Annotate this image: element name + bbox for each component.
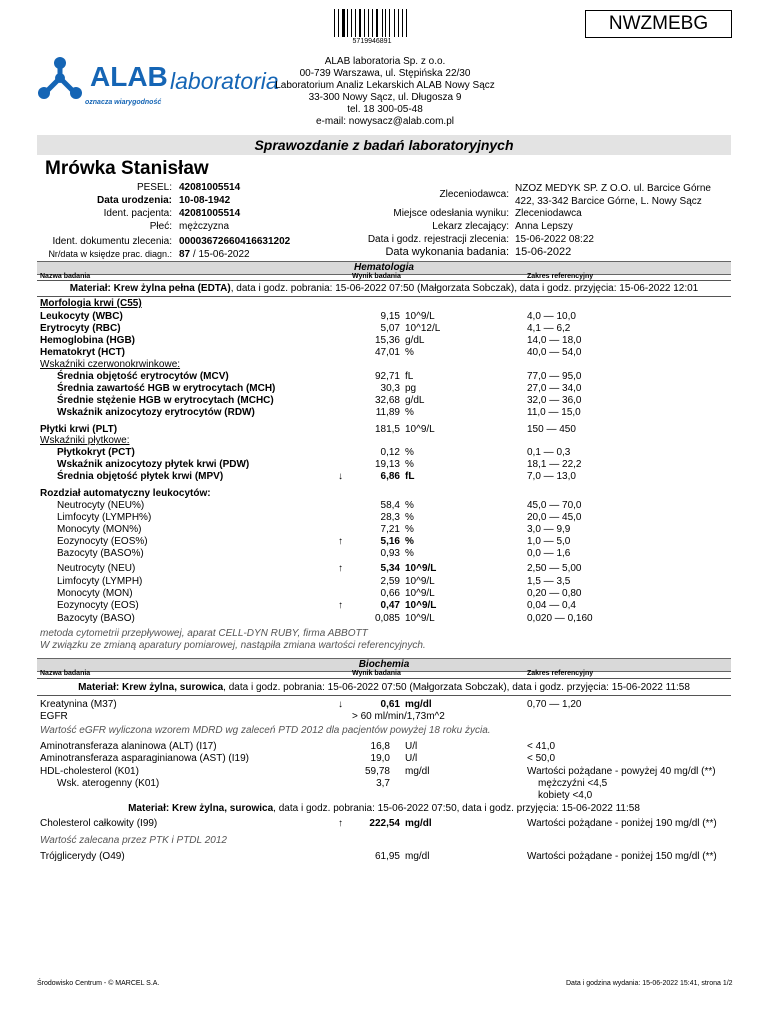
test-unit: mg/dl [405,851,430,862]
test-ref: 1,0 — 5,0 [527,536,571,547]
test-value: 5,34 [380,563,400,574]
material-bold: Materiał: Krew żylna, surowica [78,682,224,693]
test-value: 222,54 [369,818,400,829]
test-name: HDL-cholesterol (K01) [40,766,139,777]
table-row [0,766,768,778]
table-row [0,347,768,359]
test-ref: 0,0 — 1,6 [527,548,571,559]
test-name: Bazocyty (BASO%) [57,548,144,559]
table-row [0,524,768,536]
exam-date-value: 15-06-2022 [515,246,572,258]
test-ref: 4,1 — 6,2 [527,323,571,334]
test-value: 28,3 [380,512,400,523]
test-name: Hematokryt (HCT) [40,347,126,358]
barcode-bar [336,9,337,37]
barcode-bar [338,9,339,37]
table-row [0,588,768,600]
arrow-up-icon: ↑ [338,600,343,611]
test-unit: g/dL [405,395,425,406]
alab-logo [35,56,279,116]
test-value: 19,13 [374,459,400,470]
test-unit: % [405,524,414,535]
divider [37,280,731,281]
test-value: 30,3 [380,383,400,394]
test-unit: mg/dl [405,818,432,829]
arrow-down-icon: ↓ [338,699,343,710]
sex-value: mężczyzna [179,221,230,232]
test-unit: U/l [405,741,418,752]
test-value: 5,07 [380,323,400,334]
test-unit: % [405,512,414,523]
registration-label: Data i godz. rejestracji zlecenia: [367,234,509,245]
patient-id-label: Ident. pacjenta: [103,208,172,219]
barcode-bar [351,9,352,37]
test-name: Płytki krwi (PLT) [40,424,118,435]
test-ref: 7,0 — 13,0 [527,471,576,482]
table-row [0,459,768,471]
barcode-bar [340,9,341,37]
test-value: 9,15 [380,311,400,322]
dob-label: Data urodzenia: [96,195,172,206]
test-unit: g/dL [405,335,425,346]
barcode-bar [394,9,395,37]
test-name: Aminotransferaza alaninowa (ALT) (I17) [40,741,217,752]
divider [37,678,731,679]
test-name: Wskaźnik anizocytozy erytrocytów (RDW) [57,407,255,418]
test-unit: 10^9/L [405,563,437,574]
test-ref: 45,0 — 70,0 [527,500,582,511]
test-name: Erytrocyty (RBC) [40,323,121,334]
col-header-name: Nazwa badania [40,273,91,280]
client-line1: NZOZ MEDYK SP. Z O.O. ul. Barcice Górne [515,183,711,194]
test-value: 0,12 [380,447,400,458]
table-row [0,335,768,347]
test-name: Trójglicerydy (O49) [40,851,125,862]
diag-book-date: / 15-06-2022 [190,249,250,260]
test-name: Limfocyty (LYMPH%) [57,512,152,523]
logo-tagline: oznacza wiarygodność [85,99,162,106]
barcode-bar [385,9,386,37]
barcode-bar [379,9,380,37]
material-rest: , data i godz. pobrania: 15-06-2022 07:50 (Małgorzata Sobczak), data i godz. przyjęcia: 15-06-2022 11:58 [223,682,690,693]
test-name: Monocyty (MON) [57,588,133,599]
logo-brand: ALAB [90,61,168,92]
barcode-bar [383,9,384,37]
lab-info-line: tel. 18 300-05-48 [347,104,423,115]
test-ref: Wartości pożądane - poniżej 190 mg/dl (**) [527,818,717,829]
material-bold: Materiał: Krew żylna pełna (EDTA) [69,283,231,294]
test-name: Limfocyty (LYMPH) [57,576,143,587]
test-value: 7,21 [380,524,400,535]
test-value: 3,7 [376,778,390,789]
table-row [0,311,768,323]
barcode-bar [334,9,335,37]
table-row [0,471,768,483]
barcode-bar [355,9,356,37]
arrow-up-icon: ↑ [338,563,343,574]
footer-right: Data i godzina wydania: 15-06-2022 15:41, strona 1/2 [566,980,733,987]
sex-label: Płeć: [149,221,172,232]
method-note: metoda cytometrii przepływowej, aparat CELL-DYN RUBY, firma ABBOTT [40,628,368,639]
test-value: 61,95 [374,851,400,862]
test-unit: % [405,447,414,458]
material-rest: , data i godz. pobrania: 15-06-2022 07:50, data i godz. przyjęcia: 15-06-2022 11:58 [273,803,640,814]
exam-date-label: Data wykonania badania: [385,246,509,258]
test-unit: 10^9/L [405,576,435,587]
barcode-bar [400,9,401,37]
test-value: 47,01 [374,347,400,358]
order-doc-id-label: Ident. dokumentu zlecenia: [52,236,172,247]
barcode-bar [364,9,365,37]
test-unit: % [405,548,414,559]
barcode-bar [382,9,383,37]
test-value: 0,93 [380,548,400,559]
barcode [334,9,410,37]
barcode-bar [347,9,348,37]
chol-note: Wartość zalecana przez PTK i PTDL 2012 [40,835,227,846]
test-value: > 60 ml/min/1,73m^2 [352,711,445,722]
test-name: Bazocyty (BASO) [57,613,135,624]
barcode-number: 5719946891 [352,38,392,45]
test-name: Hemoglobina (HGB) [40,335,135,346]
client-label: Zleceniodawca: [439,189,509,200]
result-dest-label: Miejsce odesłania wyniku: [393,208,509,219]
barcode-bar [368,9,369,37]
test-value: 0,47 [380,600,400,611]
doctor-value: Anna Lepszy [515,221,573,232]
test-name: Aminotransferaza asparaginianowa (AST) (I19) [40,753,249,764]
barcode-bar [372,9,373,37]
table-row [0,447,768,459]
alab-logo-icon [35,56,85,102]
test-value: 0,61 [380,699,400,710]
test-unit: mg/dl [405,766,430,777]
material-rest: , data i godz. pobrania: 15-06-2022 07:50 (Małgorzata Sobczak), data i godz. przyjęcia: 15-06-2022 12:01 [230,283,699,294]
report-title: Sprawozdanie z badań laboratoryjnych [37,135,731,155]
test-value: 6,86 [380,471,400,482]
barcode-bar [353,9,354,37]
dob-value: 10-08-1942 [179,195,231,206]
test-value: 181,5 [374,424,400,435]
test-ref: kobiety <4,0 [538,790,593,801]
table-row [0,395,768,407]
lab-info-line: 00-739 Warszawa, ul. Stępińska 22/30 [299,68,471,79]
test-value: 19,0 [370,753,390,764]
test-value: 16,8 [370,741,390,752]
test-name: Cholesterol całkowity (I99) [40,818,158,829]
test-ref: < 50,0 [527,753,556,764]
test-ref: 32,0 — 36,0 [527,395,582,406]
table-row [0,500,768,512]
col-header-result: Wynik badania [352,273,401,280]
barcode-bar [404,9,405,37]
barcode-bar [357,9,358,37]
test-value: 32,68 [374,395,400,406]
logo-brand-laboratoria: laboratoria [170,68,279,94]
barcode-bar [402,9,403,37]
test-ref: 20,0 — 45,0 [527,512,582,523]
table-row [0,699,768,711]
test-unit: U/l [405,753,418,764]
test-ref: 14,0 — 18,0 [527,335,582,346]
test-unit: % [405,459,414,470]
table-row [0,576,768,588]
test-value: 59,78 [364,766,390,777]
material-line [0,682,768,693]
lab-info-line: 33-300 Nowy Sącz, ul. Długosza 9 [308,92,462,103]
test-ref: < 41,0 [527,741,556,752]
pesel-label: PESEL: [136,182,172,193]
test-unit: 10^12/L [405,323,441,334]
test-ref: Wartości pożądane - poniżej 150 mg/dl (**) [527,851,717,862]
table-row [0,548,768,560]
test-unit: % [405,536,414,547]
test-ref: 3,0 — 9,9 [527,524,571,535]
table-row [0,778,768,790]
test-value: 15,36 [374,335,400,346]
test-name: Neutrocyty (NEU%) [57,500,145,511]
arrow-up-icon: ↑ [338,818,343,829]
test-ref: 2,50 — 5,00 [527,563,582,574]
table-row [0,753,768,765]
material-bold: Materiał: Krew żylna, surowica [128,803,274,814]
diag-book-label: Nr/data w księdze prac. diagn.: [48,249,172,259]
test-name: Średnia objętość płytek krwi (MPV) [57,471,224,482]
barcode-bar [408,9,409,37]
test-unit: % [405,500,414,511]
test-unit: % [405,407,414,418]
barcode-bar [359,9,361,37]
test-ref: 0,70 — 1,20 [527,699,582,710]
platelet-indices-heading: Wskaźniki płytkowe: [40,435,130,446]
lab-info-line: e-mail: nowysacz@alab.com.pl [316,116,454,127]
test-unit: 10^9/L [405,613,435,624]
col-header-ref: Zakres referencyjny [527,273,594,280]
test-name: Średnie stężenie HGB w erytrocytach (MCHC) [57,395,274,406]
test-ref: 40,0 — 54,0 [527,347,582,358]
test-unit: 10^9/L [405,424,435,435]
test-ref: Wartości pożądane - powyżej 40 mg/dl (**) [527,766,716,777]
patient-id-value: 42081005514 [179,208,241,219]
test-unit: fL [405,371,414,382]
lab-info-line: ALAB laboratoria Sp. z o.o. [324,56,446,67]
col-header-ref: Zakres referencyjny [527,670,594,677]
test-value: 0,085 [374,613,400,624]
test-ref: 11,0 — 15,0 [527,407,581,418]
test-unit: mg/dl [405,699,432,710]
arrow-up-icon: ↑ [338,536,343,547]
divider [37,296,731,297]
barcode-bar [396,9,397,37]
test-ref: 0,1 — 0,3 [527,447,571,458]
barcode-bar [362,9,363,37]
table-row [0,600,768,612]
reference-note: W związku ze zmianą aparatury pomiarowej, nastąpiła zmiana wartości referencyjnych. [40,640,426,651]
table-row [0,818,768,830]
test-unit: 10^9/L [405,311,435,322]
test-ref: 150 — 450 [527,424,576,435]
table-row [0,613,768,625]
test-unit: pg [405,383,417,394]
test-unit: 10^9/L [405,600,437,611]
table-row [0,536,768,548]
test-name: Eozynocyty (EOS) [57,600,139,611]
footer-left: Środowisko Centrum - © MARCEL S.A. [37,980,160,987]
test-unit: % [405,347,414,358]
table-row [0,711,768,723]
barcode-bar [387,9,388,37]
doctor-label: Lekarz zlecający: [432,221,509,232]
egfr-note: Wartość eGFR wyliczona wzorem MDRD wg zaleceń PTD 2012 dla pacjentów powyżej 18 roku życia. [40,725,491,736]
test-value: 2,59 [380,576,400,587]
col-header-result: Wynik badania [352,670,401,677]
diff-heading: Rozdział automatyczny leukocytów: [40,488,211,499]
test-ref: 0,20 — 0,80 [527,588,582,599]
barcode-bar [398,9,399,37]
table-row [0,323,768,335]
test-ref: 77,0 — 95,0 [527,371,582,382]
test-ref: 27,0 — 34,0 [527,383,582,394]
test-name: Średnia objętość erytrocytów (MCV) [57,371,229,382]
material-line [0,283,768,294]
table-row [0,512,768,524]
table-row [0,407,768,419]
registration-value: 15-06-2022 08:22 [515,234,594,245]
result-dest-value: Zleceniodawca [515,208,582,219]
test-ref: mężczyźni <4,5 [538,778,608,789]
barcode-bar [391,9,393,37]
section-hematologia: Hematologia [37,261,731,275]
barcode-bar [346,9,347,37]
test-value: 92,71 [374,371,400,382]
barcode-bar [366,9,367,37]
test-name: Średnia zawartość HGB w erytrocytach (MCH) [57,383,276,394]
lab-info [260,56,510,128]
client-line2: 422, 33-342 Barcice Górne, L. Nowy Sącz [515,196,702,207]
test-ref: 0,020 — 0,160 [527,613,593,624]
test-ref: 4,0 — 10,0 [527,311,576,322]
barcode-bar [342,9,344,37]
table-row [0,371,768,383]
test-ref: 1,5 — 3,5 [527,576,571,587]
diag-book-number: 87 [179,249,191,260]
test-name: Wskaźnik anizocytozy płytek krwi (PDW) [57,459,250,470]
test-unit: 10^9/L [405,588,435,599]
test-name: Monocyty (MON%) [57,524,142,535]
table-row [0,851,768,863]
divider [37,695,731,696]
barcode-bar [349,9,350,37]
patient-name: Mrówka Stanisław [45,158,209,179]
diag-book-value [179,249,250,260]
barcode-bar [376,9,378,37]
col-header-name: Nazwa badania [40,670,91,677]
table-row [0,741,768,753]
test-ref: 18,1 — 22,2 [527,459,582,470]
lab-info-line: Laboratorium Analiz Lekarskich ALAB Nowy Sącz [275,80,495,91]
table-row [0,383,768,395]
test-name: EGFR [40,711,68,722]
test-value: 0,66 [380,588,400,599]
table-row [0,563,768,575]
barcode-bar [370,9,371,37]
test-name: Eozynocyty (EOS%) [57,536,148,547]
pesel-value: 42081005514 [179,182,241,193]
section-biochemia: Biochemia [37,658,731,672]
test-name: Neutrocyty (NEU) [57,563,136,574]
test-name: Kreatynina (M37) [40,699,117,710]
test-name: Wsk. aterogenny (K01) [57,778,160,789]
test-value: 5,16 [380,536,400,547]
morfologia-heading: Morfologia krwi (C55) [40,298,142,309]
order-doc-id-value: 00003672660416631202 [179,236,291,247]
barcode-bar [389,9,390,37]
test-name: Płytkokryt (PCT) [57,447,135,458]
test-ref: 0,04 — 0,4 [527,600,576,611]
test-unit: fL [405,471,415,482]
barcode-bar [374,9,375,37]
order-code: NWZMEBG [585,10,732,38]
barcode-bar [406,9,407,37]
arrow-down-icon: ↓ [338,471,343,482]
material-line [0,803,768,814]
test-value: 11,89 [375,407,400,418]
rbc-indices-heading: Wskaźniki czerwonokrwinkowe: [40,359,181,370]
test-value: 58,4 [380,500,400,511]
test-name: Leukocyty (WBC) [40,311,123,322]
